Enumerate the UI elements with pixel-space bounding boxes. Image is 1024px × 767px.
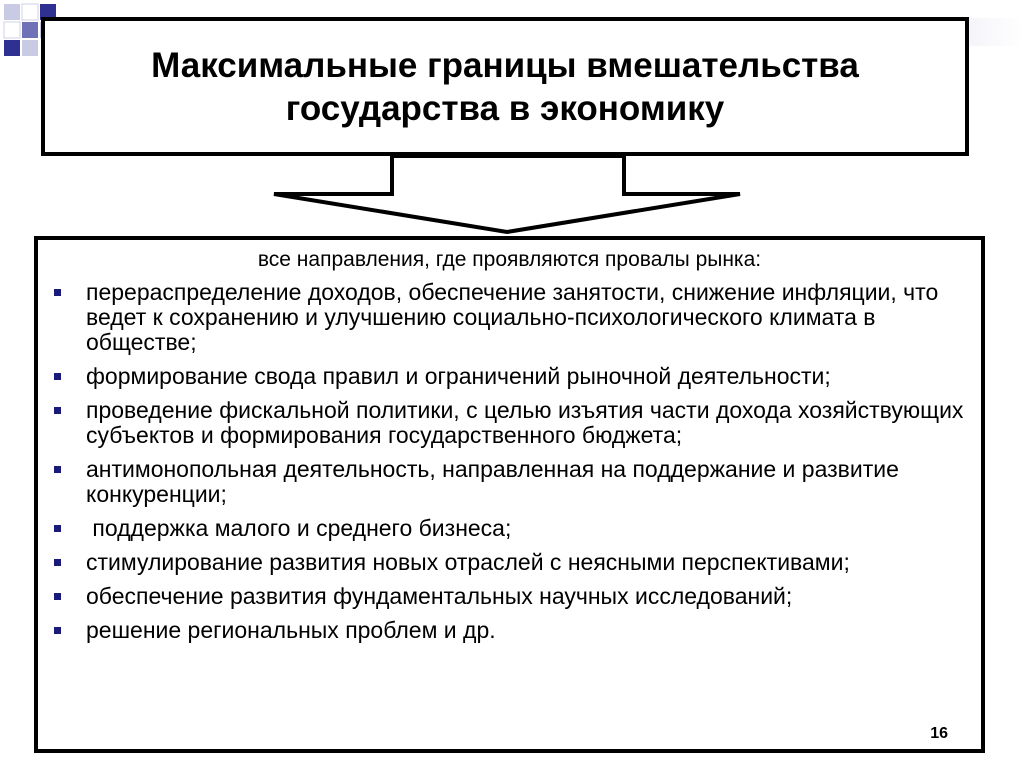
list-item-text: решение региональных проблем и др. xyxy=(86,617,496,643)
bullet-list xyxy=(38,280,981,652)
list-item-text: формирование свода правил и ограничений рыночной деятельности; xyxy=(86,363,831,389)
list-item xyxy=(38,280,981,355)
square-bullet-icon xyxy=(54,525,61,532)
list-item xyxy=(38,550,981,575)
square-bullet-icon xyxy=(54,627,61,634)
list-item xyxy=(38,584,981,609)
list-item xyxy=(38,457,981,507)
list-item-text: перераспределение доходов, обеспечение занятости, снижение инфляции, что ведет к сохранению и улучшению социально-психологического климата в обществе; xyxy=(86,279,939,355)
list-item-text: проведение фискальной политики, с целью изъятия части дохода хозяйствующих субъектов и формирования государственного бюджета; xyxy=(86,397,964,448)
intro-text: все направления, где проявляются провалы рынка: xyxy=(257,248,762,271)
square-bullet-icon xyxy=(54,289,61,296)
square-bullet-icon xyxy=(54,407,61,414)
list-item-text: поддержка малого и среднего бизнеса; xyxy=(86,515,512,541)
page-number: 16 xyxy=(930,725,948,742)
list-item xyxy=(38,364,981,389)
square-bullet-icon xyxy=(54,373,61,380)
list-item xyxy=(38,398,981,448)
square-bullet-icon xyxy=(54,593,61,600)
list-item-text: стимулирование развития новых отраслей с неясными перспективами; xyxy=(86,549,850,575)
list-item xyxy=(38,516,981,541)
square-bullet-icon xyxy=(54,466,61,473)
content-box xyxy=(34,236,985,753)
list-item-text: обеспечение развития фундаментальных научных исследований; xyxy=(86,583,793,609)
list-item-text: антимонопольная деятельность, направленная на поддержание и развитие конкуренции; xyxy=(86,456,899,507)
list-item xyxy=(38,618,981,643)
slide-title: Максимальные границы вмешательства государства в экономику xyxy=(151,45,859,128)
square-bullet-icon xyxy=(54,559,61,566)
